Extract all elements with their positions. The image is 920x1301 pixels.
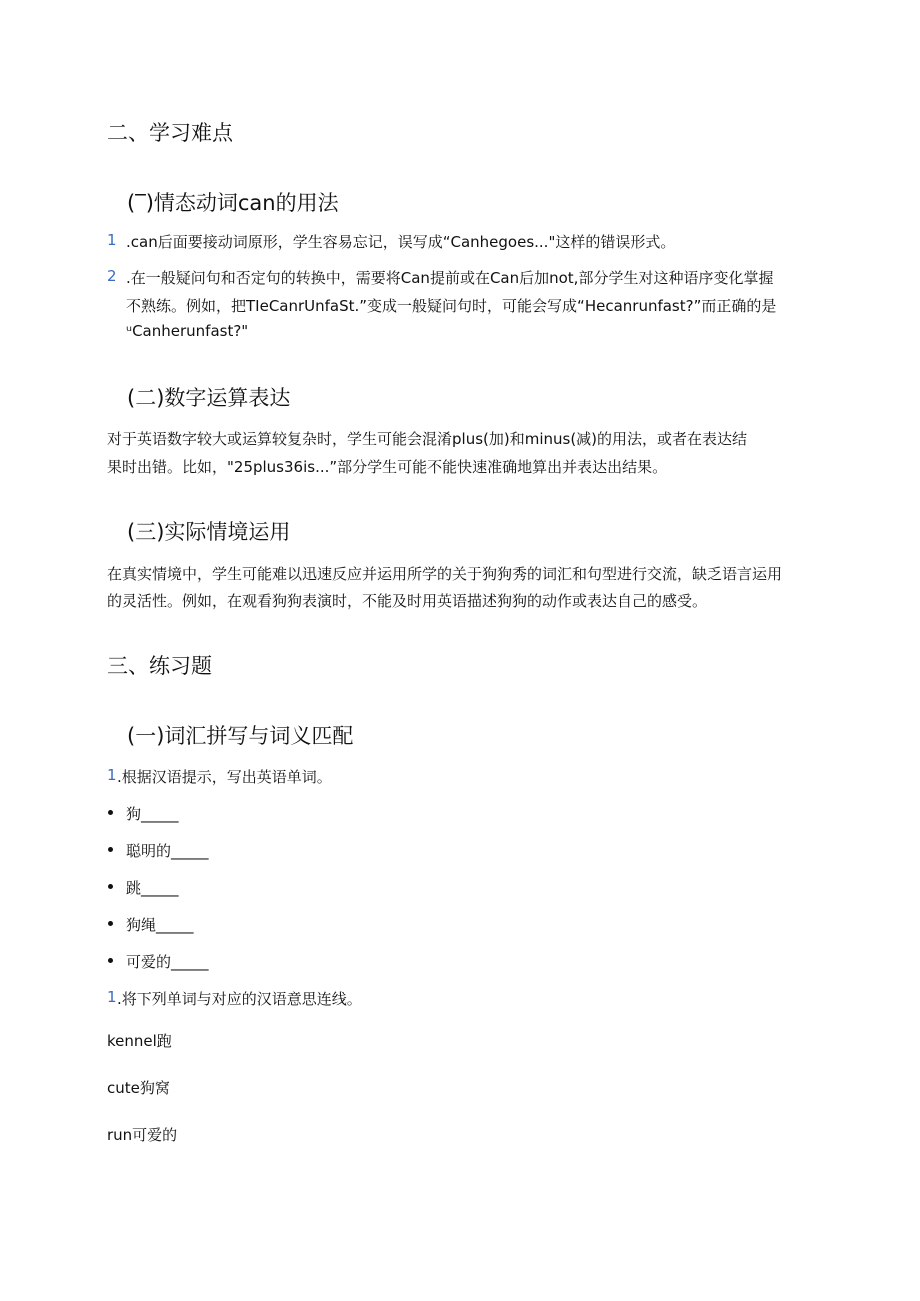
section-title-difficulties: 二、学习难点 — [107, 121, 233, 145]
vocab-blank: 聪明的_____ — [126, 842, 209, 860]
paragraph-line: 果时出错。比如，"25plus36is...”部分学生可能不能快速准确地算出并表达出结果。 — [107, 458, 668, 476]
list-item-text: 不熟练。例如，把TIeCanrUnfaSt.”变成一般疑问句时，可能会写成“Hecanrunfast?”而正确的是 — [126, 297, 777, 315]
subsection-title-vocab: (一)词汇拼写与词义匹配 — [127, 724, 354, 748]
vocab-blank: 跳_____ — [126, 879, 179, 897]
list-number: 2 — [107, 267, 117, 285]
subsection-title-number-expression: (二)数字运算表达 — [127, 386, 291, 410]
list-item-text: ᵘCanherunfast?" — [126, 322, 249, 340]
list-item-text: .在一般疑问句和否定句的转换中，需要将Can提前或在Can后加not,部分学生对这种语序变化掌握 — [126, 269, 774, 287]
paragraph-line: 对于英语数字较大或运算较复杂时，学生可能会混淆plus(加)和minus(减)的用法，或者在表达结 — [107, 430, 748, 448]
section-title-exercises: 三、练习题 — [107, 654, 212, 678]
list-item-text: .can后面要接动词原形，学生容易忘记，误写成“Canhegoes..."这样的错误形式。 — [126, 233, 676, 251]
subsection-title-real-context: (三)实际情境运用 — [127, 520, 291, 544]
bullet-icon — [108, 958, 113, 963]
paragraph-line: 的灵活性。例如，在观看狗狗表演时，不能及时用英语描述狗狗的动作或表达自己的感受。 — [107, 592, 708, 610]
list-number: 1 — [107, 231, 117, 249]
bullet-icon — [108, 847, 113, 852]
vocab-blank: 狗绳_____ — [126, 916, 194, 934]
paragraph-line: 在真实情境中，学生可能难以迅速反应并运用所学的关于狗狗秀的词汇和句型进行交流，缺乏语言运用 — [107, 565, 783, 583]
match-item: cute狗窝 — [107, 1079, 170, 1097]
match-item: kennel跑 — [107, 1032, 172, 1050]
bullet-icon — [108, 810, 113, 815]
vocab-blank: 狗_____ — [126, 805, 179, 823]
bullet-icon — [108, 921, 113, 926]
question-text: .将下列单词与对应的汉语意思连线。 — [117, 990, 362, 1008]
vocab-blank: 可爱的_____ — [126, 953, 209, 971]
question-text: .根据汉语提示，写出英语单词。 — [117, 768, 332, 786]
question-number: 1 — [107, 766, 117, 784]
subsection-title-modal-can: (‾)情态动词can的用法 — [127, 191, 339, 215]
bullet-icon — [108, 884, 113, 889]
question-number: 1 — [107, 988, 117, 1006]
match-item: run可爱的 — [107, 1126, 178, 1144]
